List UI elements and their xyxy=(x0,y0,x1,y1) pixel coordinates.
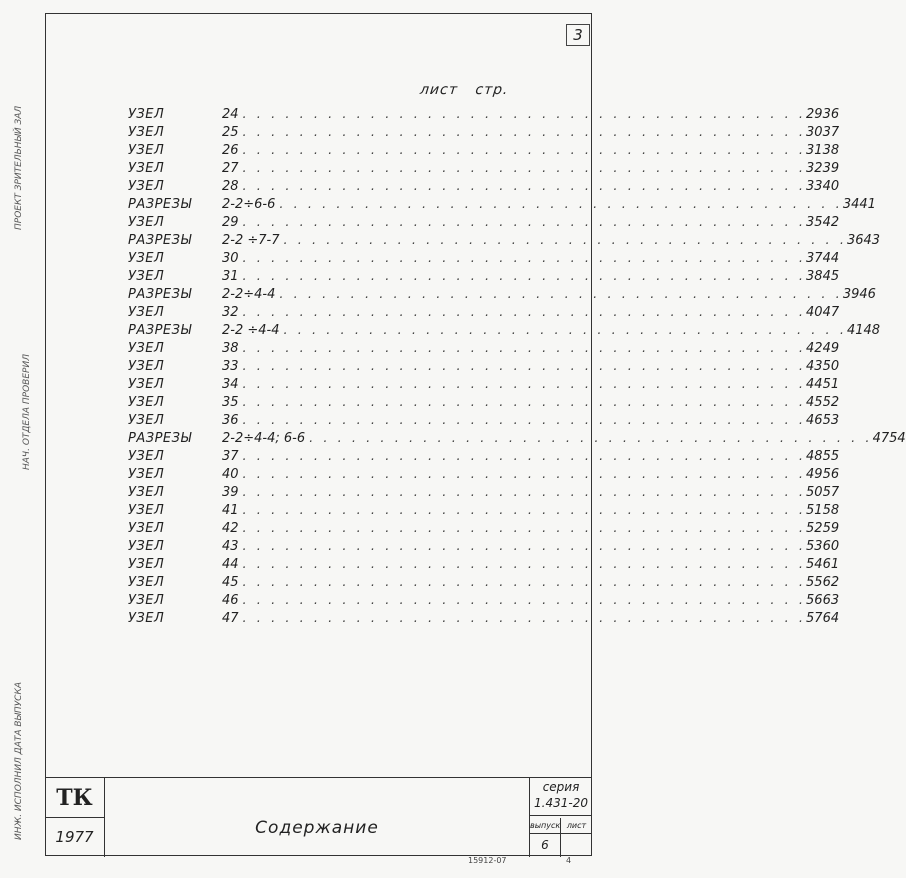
toc-row xyxy=(128,304,840,322)
toc-number: 45 xyxy=(222,575,239,590)
toc-sheet: 49 xyxy=(806,467,823,482)
toc-number: 38 xyxy=(222,341,239,356)
series-label: серия xyxy=(542,780,580,794)
toc-row xyxy=(128,610,840,628)
toc-line xyxy=(222,286,876,304)
toc-number: 2-2 ÷4-4 xyxy=(222,323,280,338)
toc-kind: УЗЕЛ xyxy=(128,305,165,320)
leader-dots: . . . . . . . . . . . . . . . . . . . . . . . . . . . . . . . . . . . . . . . . xyxy=(242,341,807,356)
toc-page: 55 xyxy=(822,449,840,464)
toc-page: 47 xyxy=(822,305,840,320)
document-title: Содержание xyxy=(105,778,530,857)
toc-row xyxy=(128,466,840,484)
toc-number: 46 xyxy=(222,593,239,608)
toc-number: 2-2÷4-4; 6-6 xyxy=(222,431,306,446)
toc-number: 24 xyxy=(222,107,239,122)
toc-row xyxy=(128,574,840,592)
column-header xyxy=(419,82,521,98)
toc-page: 44 xyxy=(822,251,840,266)
toc-kind: УЗЕЛ xyxy=(128,575,165,590)
toc-sheet: 40 xyxy=(806,305,823,320)
toc-page: 53 xyxy=(822,413,840,428)
leader-dots: . . . . . . . . . . . . . . . . . . . . . . . . . . . . . . . . . . . . . . . . xyxy=(283,323,847,338)
toc-number: 40 xyxy=(222,467,239,482)
toc-kind: РАЗРЕЗЫ xyxy=(128,233,192,248)
toc-number: 37 xyxy=(222,449,239,464)
leader-dots: . . . . . . . . . . . . . . . . . . . . . . . . . . . . . . . . . . . . . . . . xyxy=(242,359,807,374)
leader-dots: . . . . . . . . . . . . . . . . . . . . . . . . . . . . . . . . . . . . . . . . xyxy=(279,197,843,212)
toc-line xyxy=(222,394,840,412)
footer-code: 15912-07 xyxy=(468,856,507,865)
leader-dots: . . . . . . . . . . . . . . . . . . . . . . . . . . . . . . . . . . . . . . . . xyxy=(242,485,807,500)
toc-page: 45 xyxy=(822,269,840,284)
toc-sheet: 34 xyxy=(842,197,860,212)
toc-number: 30 xyxy=(222,251,239,266)
toc-page: 46 xyxy=(859,287,876,302)
toc-line xyxy=(222,502,840,520)
series-code: 1.431-20 xyxy=(530,796,592,816)
toc-page: 59 xyxy=(822,521,840,536)
toc-number: 28 xyxy=(222,179,239,194)
toc-page: 62 xyxy=(822,575,840,590)
leader-dots: . . . . . . . . . . . . . . . . . . . . . . . . . . . . . . . . . . . . . . . . xyxy=(242,107,807,122)
toc-sheet: 46 xyxy=(806,413,823,428)
sheet-column-label: лист xyxy=(419,82,459,98)
leader-dots: . . . . . . . . . . . . . . . . . . . . . . . . . . . . . . . . . . . . . . . . xyxy=(242,251,807,266)
margin-text-top: ПРОЕКТ ЗРИТЕЛЬНЫЙ ЗАЛ xyxy=(14,105,24,230)
leader-dots: . . . . . . . . . . . . . . . . . . . . . . . . . . . . . . . . . . . . . . . . xyxy=(242,215,807,230)
toc-line xyxy=(222,214,840,232)
toc-sheet: 35 xyxy=(806,215,823,230)
toc-line xyxy=(222,196,876,214)
toc-number: 47 xyxy=(222,611,239,626)
toc-kind: УЗЕЛ xyxy=(128,143,165,158)
toc-line xyxy=(222,232,881,250)
toc-page: 61 xyxy=(822,557,840,572)
toc-kind: УЗЕЛ xyxy=(128,395,165,410)
toc-kind: УЗЕЛ xyxy=(128,377,165,392)
toc-row xyxy=(128,106,840,124)
toc-number: 42 xyxy=(222,521,239,536)
toc-line xyxy=(222,592,840,610)
toc-page: 42 xyxy=(822,215,840,230)
toc-number: 34 xyxy=(222,377,239,392)
toc-row xyxy=(128,448,840,466)
toc-kind: РАЗРЕЗЫ xyxy=(128,431,192,446)
toc-line xyxy=(222,268,840,286)
year: 1977 xyxy=(45,818,105,857)
footer-number: 4 xyxy=(566,856,572,865)
leader-dots: . . . . . . . . . . . . . . . . . . . . . . . . . . . . . . . . . . . . . . . . xyxy=(242,593,807,608)
toc-line xyxy=(222,556,840,574)
toc-sheet: 51 xyxy=(806,503,823,518)
toc-line xyxy=(222,448,840,466)
toc-row xyxy=(128,358,840,376)
toc-row xyxy=(128,592,840,610)
toc-page: 57 xyxy=(822,485,840,500)
toc-page: 58 xyxy=(822,503,840,518)
toc-row xyxy=(128,196,876,214)
toc-number: 39 xyxy=(222,485,239,500)
leader-dots: . . . . . . . . . . . . . . . . . . . . . . . . . . . . . . . . . . . . . . . . xyxy=(309,431,873,446)
toc-number: 25 xyxy=(222,125,239,140)
title-block xyxy=(45,777,592,856)
toc-line xyxy=(222,250,840,268)
toc-row xyxy=(128,556,840,574)
page-number: 3 xyxy=(566,24,590,46)
toc-page: 56 xyxy=(822,467,840,482)
toc-number: 2-2 ÷7-7 xyxy=(222,233,280,248)
toc-row xyxy=(128,214,840,232)
toc-sheet: 32 xyxy=(806,161,823,176)
toc-sheet: 48 xyxy=(806,449,823,464)
toc-row xyxy=(128,268,840,286)
toc-page: 40 xyxy=(822,179,840,194)
table-of-contents xyxy=(128,106,906,628)
toc-kind: УЗЕЛ xyxy=(128,269,165,284)
leader-dots: . . . . . . . . . . . . . . . . . . . . . . . . . . . . . . . . . . . . . . . . xyxy=(242,557,807,572)
toc-kind: РАЗРЕЗЫ xyxy=(128,197,192,212)
leader-dots: . . . . . . . . . . . . . . . . . . . . . . . . . . . . . . . . . . . . . . . . xyxy=(242,395,807,410)
toc-line xyxy=(222,160,840,178)
toc-page: 50 xyxy=(822,359,840,374)
toc-line xyxy=(222,520,840,538)
toc-number: 31 xyxy=(222,269,239,284)
toc-row xyxy=(128,430,906,448)
leader-dots: . . . . . . . . . . . . . . . . . . . . . . . . . . . . . . . . . . . . . . . . xyxy=(242,521,807,536)
leader-dots: . . . . . . . . . . . . . . . . . . . . . . . . . . . . . . . . . . . . . . . . xyxy=(242,125,807,140)
toc-sheet: 54 xyxy=(806,557,823,572)
toc-sheet: 33 xyxy=(806,179,823,194)
toc-row xyxy=(128,232,881,250)
toc-number: 26 xyxy=(222,143,239,158)
toc-page: 38 xyxy=(822,143,840,158)
toc-number: 43 xyxy=(222,539,239,554)
toc-kind: УЗЕЛ xyxy=(128,125,165,140)
toc-kind: УЗЕЛ xyxy=(128,557,165,572)
toc-page: 52 xyxy=(822,395,840,410)
toc-kind: УЗЕЛ xyxy=(128,611,165,626)
toc-row xyxy=(128,124,840,142)
toc-kind: УЗЕЛ xyxy=(128,215,165,230)
toc-kind: УЗЕЛ xyxy=(128,359,165,374)
leader-dots: . . . . . . . . . . . . . . . . . . . . . . . . . . . . . . . . . . . . . . . . xyxy=(242,449,807,464)
toc-sheet: 39 xyxy=(842,287,860,302)
leader-dots: . . . . . . . . . . . . . . . . . . . . . . . . . . . . . . . . . . . . . . . . xyxy=(242,503,807,518)
toc-sheet: 30 xyxy=(806,125,823,140)
toc-number: 29 xyxy=(222,215,239,230)
leader-dots: . . . . . . . . . . . . . . . . . . . . . . . . . . . . . . . . . . . . . . . . xyxy=(242,575,807,590)
toc-kind: УЗЕЛ xyxy=(128,593,165,608)
toc-sheet: 45 xyxy=(806,395,823,410)
toc-sheet: 57 xyxy=(806,611,823,626)
toc-line xyxy=(222,574,840,592)
leader-dots: . . . . . . . . . . . . . . . . . . . . . . . . . . . . . . . . . . . . . . . . xyxy=(242,269,807,284)
toc-page: 36 xyxy=(822,107,840,122)
toc-sheet: 50 xyxy=(806,485,823,500)
leader-dots: . . . . . . . . . . . . . . . . . . . . . . . . . . . . . . . . . . . . . . . . xyxy=(242,413,807,428)
toc-sheet: 42 xyxy=(806,341,823,356)
toc-number: 33 xyxy=(222,359,239,374)
toc-number: 36 xyxy=(222,413,239,428)
toc-kind: УЗЕЛ xyxy=(128,341,165,356)
toc-line xyxy=(222,484,840,502)
toc-row xyxy=(128,142,840,160)
toc-kind: УЗЕЛ xyxy=(128,521,165,536)
leader-dots: . . . . . . . . . . . . . . . . . . . . . . . . . . . . . . . . . . . . . . . . xyxy=(242,611,807,626)
toc-page: 37 xyxy=(822,125,840,140)
toc-row xyxy=(128,376,840,394)
leader-dots: . . . . . . . . . . . . . . . . . . . . . . . . . . . . . . . . . . . . . . . . xyxy=(242,161,807,176)
toc-number: 27 xyxy=(222,161,239,176)
leader-dots: . . . . . . . . . . . . . . . . . . . . . . . . . . . . . . . . . . . . . . . . xyxy=(279,287,843,302)
toc-line xyxy=(222,142,840,160)
toc-line xyxy=(222,322,881,340)
toc-sheet: 37 xyxy=(806,251,823,266)
toc-number: 41 xyxy=(222,503,239,518)
toc-sheet: 44 xyxy=(806,377,823,392)
toc-kind: УЗЕЛ xyxy=(128,107,165,122)
toc-sheet: 36 xyxy=(846,233,864,248)
toc-page: 64 xyxy=(822,611,840,626)
toc-number: 2-2÷4-4 xyxy=(222,287,276,302)
toc-kind: УЗЕЛ xyxy=(128,413,165,428)
toc-page: 51 xyxy=(822,377,840,392)
toc-line xyxy=(222,412,840,430)
leader-dots: . . . . . . . . . . . . . . . . . . . . . . . . . . . . . . . . . . . . . . . . xyxy=(242,377,807,392)
toc-sheet: 56 xyxy=(806,593,823,608)
toc-row xyxy=(128,322,881,340)
sheet-label: лист xyxy=(561,818,592,834)
toc-sheet: 52 xyxy=(806,521,823,536)
toc-kind: УЗЕЛ xyxy=(128,179,165,194)
left-margin-strip xyxy=(0,0,45,868)
toc-kind: УЗЕЛ xyxy=(128,251,165,266)
margin-text-low: ИНЖ. ИСПОЛНИЛ ДАТА ВЫПУСКА xyxy=(14,681,24,840)
toc-row xyxy=(128,484,840,502)
toc-line xyxy=(222,304,840,322)
org-mark: ТК xyxy=(45,778,105,818)
leader-dots: . . . . . . . . . . . . . . . . . . . . . . . . . . . . . . . . . . . . . . . . xyxy=(242,305,807,320)
toc-line xyxy=(222,376,840,394)
leader-dots: . . . . . . . . . . . . . . . . . . . . . . . . . . . . . . . . . . . . . . . . xyxy=(242,467,807,482)
toc-line xyxy=(222,538,840,556)
toc-row xyxy=(128,502,840,520)
toc-page: 49 xyxy=(822,341,840,356)
toc-number: 2-2÷6-6 xyxy=(222,197,276,212)
issue-value: 6 xyxy=(530,834,561,857)
toc-number: 35 xyxy=(222,395,239,410)
toc-line xyxy=(222,430,906,448)
toc-page: 60 xyxy=(822,539,840,554)
toc-row xyxy=(128,160,840,178)
toc-sheet: 31 xyxy=(806,143,823,158)
toc-kind: УЗЕЛ xyxy=(128,467,165,482)
toc-row xyxy=(128,340,840,358)
toc-kind: УЗЕЛ xyxy=(128,449,165,464)
toc-number: 32 xyxy=(222,305,239,320)
toc-row xyxy=(128,250,840,268)
toc-sheet: 55 xyxy=(806,575,823,590)
leader-dots: . . . . . . . . . . . . . . . . . . . . . . . . . . . . . . . . . . . . . . . . xyxy=(283,233,847,248)
toc-line xyxy=(222,124,840,142)
toc-row xyxy=(128,412,840,430)
toc-row xyxy=(128,178,840,196)
toc-sheet: 47 xyxy=(872,431,890,446)
toc-number: 44 xyxy=(222,557,239,572)
toc-page: 39 xyxy=(822,161,840,176)
toc-line xyxy=(222,610,840,628)
toc-line xyxy=(222,340,840,358)
toc-row xyxy=(128,538,840,556)
toc-line xyxy=(222,178,840,196)
toc-sheet: 29 xyxy=(806,107,823,122)
toc-kind: УЗЕЛ xyxy=(128,485,165,500)
toc-sheet: 41 xyxy=(846,323,864,338)
toc-kind: УЗЕЛ xyxy=(128,503,165,518)
toc-row xyxy=(128,286,876,304)
toc-kind: УЗЕЛ xyxy=(128,539,165,554)
margin-text-mid: НАЧ. ОТДЕЛА ПРОВЕРИЛ xyxy=(22,354,32,470)
toc-page: 54 xyxy=(889,431,906,446)
toc-sheet: 53 xyxy=(806,539,823,554)
toc-kind: РАЗРЕЗЫ xyxy=(128,323,192,338)
toc-page: 41 xyxy=(859,197,876,212)
leader-dots: . . . . . . . . . . . . . . . . . . . . . . . . . . . . . . . . . . . . . . . . xyxy=(242,143,807,158)
toc-page: 43 xyxy=(863,233,881,248)
leader-dots: . . . . . . . . . . . . . . . . . . . . . . . . . . . . . . . . . . . . . . . . xyxy=(242,539,807,554)
toc-line xyxy=(222,358,840,376)
toc-line xyxy=(222,466,840,484)
leader-dots: . . . . . . . . . . . . . . . . . . . . . . . . . . . . . . . . . . . . . . . . xyxy=(242,179,807,194)
toc-kind: УЗЕЛ xyxy=(128,161,165,176)
toc-page: 63 xyxy=(822,593,840,608)
toc-line xyxy=(222,106,840,124)
page-column-label: стр. xyxy=(474,82,510,98)
toc-sheet: 43 xyxy=(806,359,823,374)
toc-page: 48 xyxy=(863,323,881,338)
issue-label: выпуск xyxy=(530,818,561,834)
toc-sheet: 38 xyxy=(806,269,823,284)
toc-row xyxy=(128,394,840,412)
toc-kind: РАЗРЕЗЫ xyxy=(128,287,192,302)
toc-row xyxy=(128,520,840,538)
